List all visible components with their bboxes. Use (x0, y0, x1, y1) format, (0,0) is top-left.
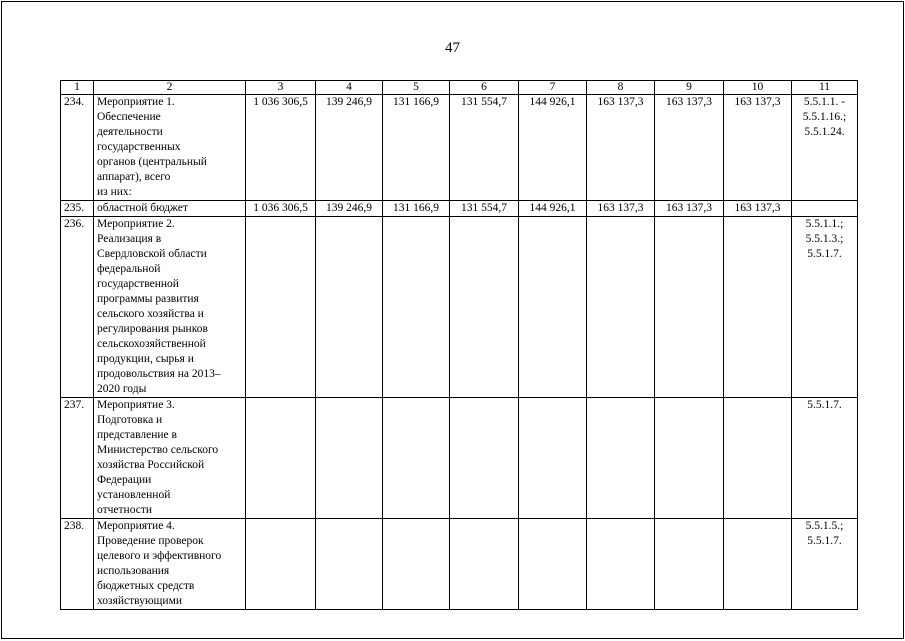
row-title (94, 217, 246, 398)
value-cell (519, 519, 587, 610)
target-reference-line: 5.5.1.3.; (805, 233, 844, 245)
header-cell: 11 (792, 81, 858, 95)
row-title-line: целевого и эффективного (97, 550, 222, 562)
value-cell: 163 137,3 (655, 95, 724, 201)
row-title (94, 95, 246, 201)
row-title-line: программы развития (97, 293, 199, 305)
row-title-line: Министерство сельского (97, 444, 219, 456)
table-row (61, 519, 858, 610)
row-number: 236. (61, 217, 94, 398)
table-row (61, 95, 858, 201)
row-title-line: Подготовка и (97, 414, 163, 426)
row-title-line: Обеспечение (97, 111, 161, 123)
table-row (61, 398, 858, 519)
budget-table (60, 80, 858, 610)
value-cell: 139 246,9 (316, 201, 383, 217)
row-title (94, 519, 246, 610)
value-cell (450, 398, 519, 519)
header-cell: 7 (519, 81, 587, 95)
target-reference-line: 5.5.1.5.; (805, 520, 844, 532)
row-title-line: Мероприятие 1. (97, 96, 175, 108)
value-cell (450, 519, 519, 610)
row-title-line: Федерации (97, 474, 152, 486)
row-title-line: отчетности (97, 504, 153, 516)
row-title-line: хозяйства Российской (97, 459, 205, 471)
header-cell: 4 (316, 81, 383, 95)
row-number: 235. (61, 201, 94, 217)
value-cell (655, 398, 724, 519)
value-cell (316, 398, 383, 519)
header-cell: 5 (383, 81, 450, 95)
value-cell (316, 519, 383, 610)
row-number: 234. (61, 95, 94, 201)
row-title-line: использования (97, 565, 170, 577)
value-cell: 163 137,3 (724, 95, 792, 201)
row-title-line: деятельности (97, 126, 163, 138)
row-title-line: Мероприятие 3. (97, 399, 175, 411)
row-title-line: областной бюджет (97, 202, 188, 214)
header-cell: 8 (587, 81, 655, 95)
row-title-line: 2020 годы (97, 383, 147, 395)
header-cell: 1 (61, 81, 94, 95)
document-page (1, 1, 904, 639)
value-cell (587, 519, 655, 610)
value-cell: 131 554,7 (450, 201, 519, 217)
value-cell: 163 137,3 (724, 201, 792, 217)
target-reference (792, 201, 858, 217)
row-title-line: Мероприятие 4. (97, 520, 175, 532)
table-header-row (61, 81, 858, 95)
row-title-line: государственной (97, 278, 179, 290)
target-reference-line: 5.5.1.7. (807, 535, 842, 547)
table-row (61, 201, 858, 217)
value-cell (724, 217, 792, 398)
value-cell (246, 217, 316, 398)
value-cell (519, 398, 587, 519)
value-cell (450, 217, 519, 398)
value-cell (383, 519, 450, 610)
target-reference-line: 5.5.1.16.; (802, 111, 847, 123)
row-number: 238. (61, 519, 94, 610)
value-cell: 144 926,1 (519, 95, 587, 201)
row-title-line: Мероприятие 2. (97, 218, 175, 230)
row-title (94, 398, 246, 519)
value-cell (655, 519, 724, 610)
value-cell (655, 217, 724, 398)
row-title-line: органов (центральный (97, 156, 207, 168)
row-number: 237. (61, 398, 94, 519)
value-cell: 1 036 306,5 (246, 95, 316, 201)
target-reference-line: 5.5.1.1.; (805, 218, 844, 230)
value-cell: 131 166,9 (383, 95, 450, 201)
value-cell: 131 554,7 (450, 95, 519, 201)
row-title-line: Проведение проверок (97, 535, 204, 547)
row-title-line: хозяйствующими (97, 595, 182, 607)
header-cell: 3 (246, 81, 316, 95)
value-cell: 163 137,3 (587, 95, 655, 201)
value-cell (587, 398, 655, 519)
value-cell (246, 398, 316, 519)
row-title-line: Реализация в (97, 233, 162, 245)
value-cell: 1 036 306,5 (246, 201, 316, 217)
row-title-line: продовольствия на 2013– (97, 368, 221, 380)
value-cell (383, 217, 450, 398)
value-cell (316, 217, 383, 398)
value-cell (724, 519, 792, 610)
value-cell: 139 246,9 (316, 95, 383, 201)
table-body (61, 81, 858, 610)
target-reference-line: 5.5.1.7. (807, 248, 842, 260)
target-reference (792, 398, 858, 519)
value-cell (587, 217, 655, 398)
target-reference-line: 5.5.1.24. (804, 126, 845, 138)
value-cell (519, 217, 587, 398)
target-reference-line: 5.5.1.1. - (803, 96, 846, 108)
row-title-line: сельскохозяйственной (97, 338, 206, 350)
value-cell: 144 926,1 (519, 201, 587, 217)
target-reference (792, 519, 858, 610)
target-reference (792, 217, 858, 398)
target-reference (792, 95, 858, 201)
row-title-line: бюджетных средств (97, 580, 195, 592)
row-title-line: продукции, сырья и (97, 353, 194, 365)
row-title-line: регулирования рынков (97, 323, 208, 335)
row-title-line: из них: (97, 186, 132, 198)
value-cell (724, 398, 792, 519)
row-title-line: аппарат), всего (97, 171, 171, 183)
table-row (61, 217, 858, 398)
row-title-line: сельского хозяйства и (97, 308, 204, 320)
value-cell: 131 166,9 (383, 201, 450, 217)
page-number: 47 (445, 40, 460, 56)
header-cell: 6 (450, 81, 519, 95)
row-title-line: федеральной (97, 263, 161, 275)
row-title-line: Свердловской области (97, 248, 207, 260)
header-cell: 10 (724, 81, 792, 95)
row-title-line: представление в (97, 429, 177, 441)
target-reference-line: 5.5.1.7. (807, 399, 842, 411)
value-cell: 163 137,3 (587, 201, 655, 217)
value-cell (383, 398, 450, 519)
header-cell: 9 (655, 81, 724, 95)
row-title-line: государственных (97, 141, 181, 153)
value-cell: 163 137,3 (655, 201, 724, 217)
row-title-line: установленной (97, 489, 171, 501)
row-title (94, 201, 246, 217)
value-cell (246, 519, 316, 610)
header-cell: 2 (94, 81, 246, 95)
